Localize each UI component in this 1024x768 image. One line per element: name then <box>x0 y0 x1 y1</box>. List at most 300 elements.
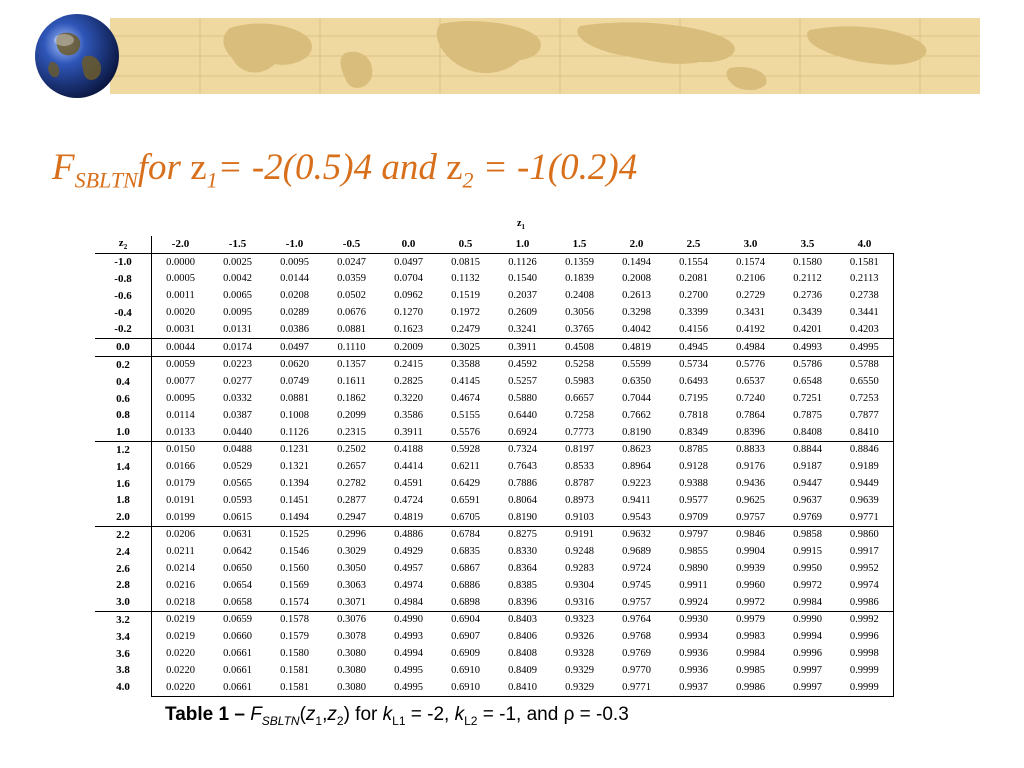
table-cell: 0.3080 <box>337 664 366 676</box>
table-cell: 0.9937 <box>665 679 722 696</box>
table-cell: 0.4819 <box>608 338 665 356</box>
table-cell: 0.8064 <box>508 494 537 506</box>
table-cell: 0.0815 <box>451 256 480 268</box>
table-cell: 0.6886 <box>451 579 480 591</box>
table-cell: 0.0881 <box>280 393 309 405</box>
table-cell: 0.6550 <box>836 373 893 390</box>
table-cell: 0.0642 <box>223 546 252 558</box>
table-cell: 0.6211 <box>451 461 480 473</box>
table-cell: 0.0211 <box>152 543 210 560</box>
table-cell: 0.9745 <box>622 579 651 591</box>
table-cell: 0.4724 <box>394 494 423 506</box>
table-cell: 0.9986 <box>722 679 779 696</box>
table-cell: 0.0881 <box>337 323 366 335</box>
table-cell: 0.0144 <box>280 273 309 285</box>
table-cell: 0.9996 <box>793 648 822 660</box>
slide-title: $F_{SBLTN}for$ $z_1= -2(0.5)4$ and $z_2 = -1(0.2)4$ <box>52 147 638 193</box>
table-cell: 0.4984 <box>394 596 423 608</box>
z2-axis-label: $z_2$ <box>95 236 152 253</box>
table-cell: 0.0497 <box>266 338 323 356</box>
table-cell: 0.9248 <box>565 546 594 558</box>
table-cell: 0.1578 <box>266 611 323 628</box>
table-cell: 0.8964 <box>622 461 651 473</box>
table-cell: 0.0208 <box>280 290 309 302</box>
table-cell: 0.8385 <box>508 579 537 591</box>
table-cell: 0.9952 <box>836 560 893 577</box>
table-cell: 0.6429 <box>451 478 480 490</box>
table-cell: 0.9939 <box>736 563 765 575</box>
table-row <box>95 509 893 526</box>
table-cell: 0.3025 <box>437 338 494 356</box>
row-label-z2: 4.0 <box>116 681 130 694</box>
distribution-table <box>95 236 894 697</box>
table-cell: 0.2502 <box>323 441 380 458</box>
table-cell: 0.7251 <box>793 393 822 405</box>
table-cell: 0.4993 <box>779 338 836 356</box>
table-cell: 0.4995 <box>836 338 893 356</box>
table-cell: 0.8785 <box>665 441 722 458</box>
table-cell: 0.1451 <box>280 494 309 506</box>
table-cell: 0.9984 <box>793 596 822 608</box>
table-row <box>95 526 893 543</box>
table-cell: 0.4674 <box>451 393 480 405</box>
z1-axis-label: $z_1$ <box>517 218 525 231</box>
table-cell: 0.0704 <box>394 273 423 285</box>
table-cell: 0.3076 <box>323 611 380 628</box>
table-cell: 0.5786 <box>779 356 836 373</box>
table-cell: 0.0654 <box>223 579 252 591</box>
table-cell: 0.9176 <box>736 461 765 473</box>
table-cell: 0.8349 <box>679 426 708 438</box>
table-cell: 0.3911 <box>394 426 423 438</box>
row-label-z2: 3.2 <box>95 611 152 628</box>
table-cell: 0.4192 <box>736 323 765 335</box>
table-cell: 0.5257 <box>508 376 537 388</box>
table-cell: 0.0059 <box>152 356 210 373</box>
table-cell: 0.3439 <box>793 307 822 319</box>
table-cell: 0.4203 <box>836 321 893 338</box>
table-cell: 0.7044 <box>622 393 651 405</box>
table-cell: 0.0220 <box>152 662 210 679</box>
table-cell: 0.8190 <box>622 426 651 438</box>
column-header-row <box>95 236 893 253</box>
table-cell: 0.9997 <box>793 664 822 676</box>
table-cell: 0.1581 <box>836 253 893 270</box>
table-cell: 0.7877 <box>836 407 893 424</box>
table-cell: 0.0133 <box>152 424 210 441</box>
table-cell: 0.4945 <box>665 338 722 356</box>
column-header: 2.0 <box>608 236 665 253</box>
table-cell: 0.2738 <box>836 287 893 304</box>
table-cell: 0.7886 <box>508 478 537 490</box>
table-cell: 0.9329 <box>551 679 608 696</box>
table-cell: 0.1972 <box>451 307 480 319</box>
table-cell: 0.7662 <box>622 409 651 421</box>
column-header: 0.0 <box>380 236 437 253</box>
row-label-z2: -0.8 <box>114 272 132 285</box>
table-cell: 0.9757 <box>736 511 765 523</box>
table-cell: 0.1231 <box>266 441 323 458</box>
table-cell: 0.6910 <box>451 664 480 676</box>
table-cell: 0.1494 <box>622 256 651 268</box>
table-cell: 0.9771 <box>836 509 893 526</box>
table-cell: 0.5880 <box>508 393 537 405</box>
table-cell: 0.9625 <box>736 494 765 506</box>
table-cell: 0.7643 <box>508 461 537 473</box>
table-cell: 0.8406 <box>508 631 537 643</box>
table-cell: 0.9915 <box>793 546 822 558</box>
table-cell: 0.8408 <box>508 648 537 660</box>
table-cell: 0.4886 <box>380 526 437 543</box>
row-label-z2: 3.4 <box>116 630 130 643</box>
table-cell: 0.3080 <box>337 648 366 660</box>
table-cell: 0.9855 <box>679 546 708 558</box>
table-cell: 0.2315 <box>337 426 366 438</box>
table-cell: 0.9637 <box>793 494 822 506</box>
table-cell: 0.1623 <box>394 323 423 335</box>
table-cell: 0.4990 <box>380 611 437 628</box>
table-cell: 0.0289 <box>280 307 309 319</box>
table-cell: 0.0676 <box>337 307 366 319</box>
table-cell: 0.0620 <box>266 356 323 373</box>
table-cell: 0.9187 <box>793 461 822 473</box>
table-cell: 0.2729 <box>736 290 765 302</box>
table-cell: 0.3080 <box>323 679 380 696</box>
table-cell: 0.0661 <box>209 679 266 696</box>
table-cell: 0.9328 <box>565 648 594 660</box>
row-label-z2: 1.0 <box>116 426 130 439</box>
table-cell: 0.9577 <box>679 494 708 506</box>
table-cell: 0.7195 <box>679 393 708 405</box>
table-cell: 0.1008 <box>280 409 309 421</box>
table-cell: 0.9936 <box>679 664 708 676</box>
table-cell: 0.0223 <box>209 356 266 373</box>
table-cell: 0.9769 <box>622 648 651 660</box>
row-label-z2: 0.0 <box>95 338 152 356</box>
table-cell: 0.8787 <box>565 478 594 490</box>
table-cell: 0.1394 <box>280 478 309 490</box>
table-cell: 0.3298 <box>622 307 651 319</box>
table-cell: 0.0065 <box>223 290 252 302</box>
table-cell: 0.8396 <box>508 596 537 608</box>
table-cell: 0.9917 <box>836 543 893 560</box>
table-cell: 0.2996 <box>323 526 380 543</box>
table-cell: 0.1862 <box>337 393 366 405</box>
table-cell: 0.0131 <box>223 323 252 335</box>
table-cell: 0.6784 <box>437 526 494 543</box>
table-cell: 0.9992 <box>836 611 893 628</box>
table-cell: 0.0000 <box>152 253 210 270</box>
table-cell: 0.0150 <box>152 441 210 458</box>
table-cell: 0.7240 <box>736 393 765 405</box>
table-row <box>95 287 893 304</box>
table-cell: 0.2479 <box>451 323 480 335</box>
table-cell: 0.5258 <box>551 356 608 373</box>
table-cell: 0.9770 <box>622 664 651 676</box>
table-cell: 0.6909 <box>451 648 480 660</box>
table-cell: 0.8844 <box>779 441 836 458</box>
table-cell: 0.0565 <box>223 478 252 490</box>
table-row <box>95 492 893 509</box>
table-cell: 0.1270 <box>394 307 423 319</box>
table-cell: 0.1554 <box>679 256 708 268</box>
row-label-z2: 3.8 <box>116 664 130 677</box>
table-row <box>95 424 893 441</box>
table-cell: 0.3441 <box>836 304 893 321</box>
table-cell: 0.6904 <box>437 611 494 628</box>
table-cell: 0.0387 <box>223 409 252 421</box>
table-cell: 0.5734 <box>665 356 722 373</box>
table-cell: 0.3078 <box>337 631 366 643</box>
table-cell: 0.5599 <box>608 356 665 373</box>
row-label-z2: -0.2 <box>114 323 132 336</box>
table-cell: 0.0593 <box>223 494 252 506</box>
table-cell: 0.3431 <box>736 307 765 319</box>
table-cell: 0.0661 <box>223 664 252 676</box>
table-cell: 0.1546 <box>280 546 309 558</box>
table-cell: 0.0502 <box>337 290 366 302</box>
table-cell: 0.0020 <box>152 304 210 321</box>
table-cell: 0.4995 <box>380 679 437 696</box>
table-cell: 0.9436 <box>736 478 765 490</box>
table-cell: 0.8364 <box>508 563 537 575</box>
table-cell: 0.4042 <box>622 323 651 335</box>
table-cell: 0.6350 <box>622 376 651 388</box>
column-header: 0.5 <box>437 236 494 253</box>
table-cell: 0.4591 <box>394 478 423 490</box>
table-cell: 0.8410 <box>494 679 551 696</box>
table-cell: 0.1581 <box>266 679 323 696</box>
table-cell: 0.0615 <box>223 511 252 523</box>
table-cell: 0.4188 <box>380 441 437 458</box>
table-row <box>95 253 893 270</box>
table-cell: 0.9709 <box>679 511 708 523</box>
table-cell: 0.8403 <box>494 611 551 628</box>
table-cell: 0.2825 <box>394 376 423 388</box>
table-cell: 0.9986 <box>836 594 893 611</box>
table-cell: 0.7864 <box>736 409 765 421</box>
table-cell: 0.9950 <box>793 563 822 575</box>
table-cell: 0.6910 <box>437 679 494 696</box>
table-cell: 0.1126 <box>280 426 309 438</box>
table-cell: 0.9890 <box>679 563 708 575</box>
table-cell: 0.3063 <box>337 579 366 591</box>
table-cell: 0.9997 <box>779 679 836 696</box>
table-cell: 0.0206 <box>152 526 210 543</box>
table-cell: 0.1581 <box>280 664 309 676</box>
table-row <box>95 543 893 560</box>
table-cell: 0.9388 <box>679 478 708 490</box>
table-cell: 0.0191 <box>152 492 210 509</box>
table-cell: 0.1574 <box>736 256 765 268</box>
table-cell: 0.1611 <box>337 376 366 388</box>
table-cell: 0.0011 <box>152 287 210 304</box>
table-cell: 0.6657 <box>565 393 594 405</box>
table-cell: 0.9930 <box>665 611 722 628</box>
table-cell: 0.3029 <box>337 546 366 558</box>
table-cell: 0.0214 <box>152 560 210 577</box>
table-row <box>95 458 893 475</box>
table-cell: 0.0247 <box>337 256 366 268</box>
table-row <box>95 594 893 611</box>
table-cell: 0.5155 <box>451 409 480 421</box>
table-cell: 0.0166 <box>152 458 210 475</box>
table-cell: 0.2877 <box>337 494 366 506</box>
table-cell: 0.0631 <box>209 526 266 543</box>
table-cell: 0.1110 <box>323 338 380 356</box>
table-cell: 0.9990 <box>779 611 836 628</box>
row-label-z2: 2.8 <box>116 579 130 592</box>
table-row <box>95 304 893 321</box>
table-cell: 0.9724 <box>622 563 651 575</box>
table-cell: 0.4995 <box>394 664 423 676</box>
table-cell: 0.4819 <box>394 511 423 523</box>
table-cell: 0.9223 <box>622 478 651 490</box>
table-cell: 0.0199 <box>152 509 210 526</box>
table-cell: 0.1126 <box>508 256 537 268</box>
table-cell: 0.8410 <box>836 424 893 441</box>
table-cell: 0.0095 <box>152 390 210 407</box>
table-cell: 0.0005 <box>152 271 210 288</box>
table-cell: 0.2037 <box>508 290 537 302</box>
table-cell: 0.2008 <box>622 273 651 285</box>
table-cell: 0.9996 <box>836 628 893 645</box>
table-cell: 0.9103 <box>565 511 594 523</box>
table-cell: 0.0359 <box>337 273 366 285</box>
table-cell: 0.7253 <box>836 390 893 407</box>
table-cell: 0.0042 <box>223 273 252 285</box>
table-cell: 0.1132 <box>451 273 480 285</box>
table-cell: 0.9924 <box>679 596 708 608</box>
table-cell: 0.9846 <box>722 526 779 543</box>
table-cell: 0.4156 <box>679 323 708 335</box>
table-cell: 0.0650 <box>223 563 252 575</box>
table-cell: 0.9860 <box>836 526 893 543</box>
table-cell: 0.9979 <box>722 611 779 628</box>
table-cell: 0.1580 <box>793 256 822 268</box>
row-label-z2: 1.2 <box>95 441 152 458</box>
table-row <box>95 356 893 373</box>
table-cell: 0.8846 <box>836 441 893 458</box>
table-cell: 0.4957 <box>394 563 423 575</box>
row-label-z2: 0.2 <box>95 356 152 373</box>
row-label-z2: 0.4 <box>116 375 130 388</box>
column-header: -1.5 <box>209 236 266 253</box>
table-cell: 0.0219 <box>152 611 210 628</box>
table-cell: 0.0174 <box>209 338 266 356</box>
table-cell: 0.0660 <box>223 631 252 643</box>
table-cell: 0.1579 <box>280 631 309 643</box>
table-cell: 0.8408 <box>793 426 822 438</box>
table-cell: 0.3241 <box>508 323 537 335</box>
table-cell: 0.9936 <box>679 648 708 660</box>
table-cell: 0.1494 <box>280 511 309 523</box>
table-cell: 0.9769 <box>793 511 822 523</box>
table-cell: 0.9768 <box>622 631 651 643</box>
table-cell: 0.9191 <box>551 526 608 543</box>
row-label-z2: -0.6 <box>114 289 132 302</box>
table-cell: 0.1357 <box>323 356 380 373</box>
table-cell: 0.9984 <box>736 648 765 660</box>
table-cell: 0.6867 <box>451 563 480 575</box>
globe-icon <box>30 12 124 100</box>
table-row <box>95 611 893 628</box>
table-cell: 0.3588 <box>437 356 494 373</box>
table-cell: 0.2112 <box>793 273 822 285</box>
table-cell: 0.8533 <box>565 461 594 473</box>
table-cell: 0.9689 <box>622 546 651 558</box>
table-row <box>95 628 893 645</box>
table-row <box>95 390 893 407</box>
table-cell: 0.9411 <box>622 494 651 506</box>
table-cell: 0.9304 <box>565 579 594 591</box>
table-cell: 0.0044 <box>152 338 210 356</box>
table-cell: 0.0488 <box>209 441 266 458</box>
table-cell: 0.6705 <box>451 511 480 523</box>
table-cell: 0.0749 <box>280 376 309 388</box>
table-cell: 0.4145 <box>451 376 480 388</box>
table-row <box>95 560 893 577</box>
table-cell: 0.6548 <box>793 376 822 388</box>
row-label-z2: 0.8 <box>116 409 130 422</box>
table-cell: 0.3399 <box>679 307 708 319</box>
table-cell: 0.4414 <box>394 461 423 473</box>
table-cell: 0.9960 <box>736 579 765 591</box>
table-cell: 0.6835 <box>451 546 480 558</box>
row-label-z2: 2.2 <box>95 526 152 543</box>
table-cell: 0.9757 <box>622 596 651 608</box>
table-cell: 0.9326 <box>565 631 594 643</box>
table-cell: 0.0440 <box>223 426 252 438</box>
table-cell: 0.9329 <box>565 664 594 676</box>
column-header: 2.5 <box>665 236 722 253</box>
table-cell: 0.0962 <box>394 290 423 302</box>
table-cell: 0.0658 <box>223 596 252 608</box>
table-cell: 0.0277 <box>223 376 252 388</box>
table-cell: 0.2009 <box>380 338 437 356</box>
column-header: -2.0 <box>152 236 210 253</box>
table-cell: 0.7258 <box>565 409 594 421</box>
table-cell: 0.9972 <box>736 596 765 608</box>
table-cell: 0.9994 <box>793 631 822 643</box>
table-cell: 0.0216 <box>152 577 210 594</box>
table-cell: 0.9449 <box>836 475 893 492</box>
table-cell: 0.7875 <box>793 409 822 421</box>
table-cell: 0.9983 <box>736 631 765 643</box>
table-cell: 0.8190 <box>508 511 537 523</box>
table-cell: 0.9999 <box>836 679 893 696</box>
table-cell: 0.0095 <box>280 256 309 268</box>
table-cell: 0.0332 <box>223 393 252 405</box>
table-cell: 0.9316 <box>565 596 594 608</box>
table-cell: 0.4201 <box>793 323 822 335</box>
table-cell: 0.0219 <box>152 628 210 645</box>
row-label-z2: 2.6 <box>116 562 130 575</box>
world-map-banner <box>110 18 980 94</box>
table-cell: 0.9998 <box>836 645 893 662</box>
table-cell: 0.4984 <box>722 338 779 356</box>
table-cell: 0.9543 <box>622 511 651 523</box>
table-cell: 0.7818 <box>679 409 708 421</box>
table-cell: 0.4508 <box>551 338 608 356</box>
row-label-z2: 1.8 <box>116 494 130 507</box>
table-cell: 0.2408 <box>565 290 594 302</box>
table-cell: 0.2099 <box>337 409 366 421</box>
table-cell: 0.8623 <box>608 441 665 458</box>
table-cell: 0.9974 <box>836 577 893 594</box>
table-cell: 0.1839 <box>565 273 594 285</box>
table-cell: 0.9764 <box>608 611 665 628</box>
